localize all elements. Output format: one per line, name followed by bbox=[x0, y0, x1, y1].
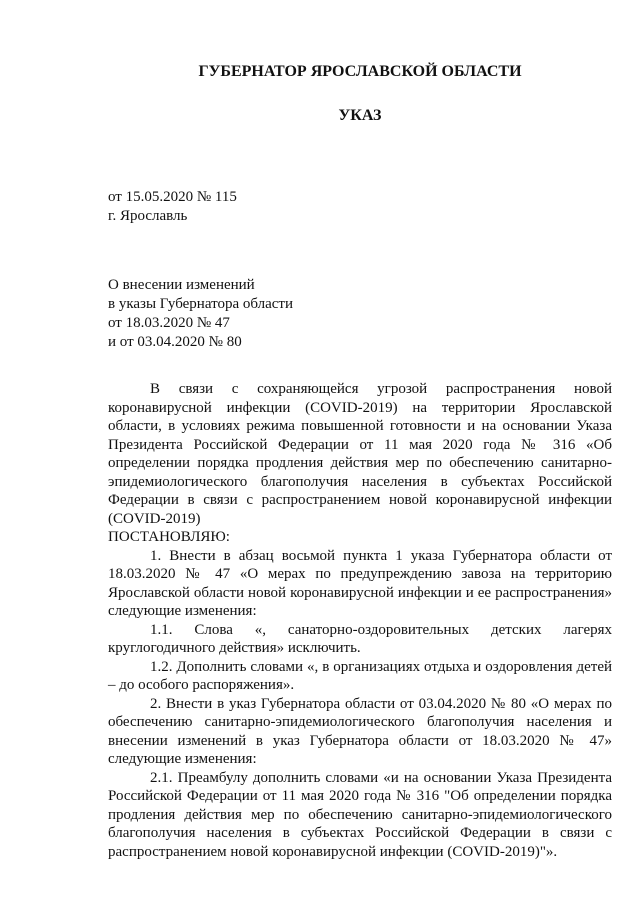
subject-line: О внесении изменений bbox=[108, 277, 255, 293]
document-date-number: от 15.05.2020 № 115 bbox=[108, 189, 237, 205]
clause-1: 1. Внести в абзац восьмой пункта 1 указа Губернатора области от 18.03.2020 № 47 «О мерах по предупреждению завоза на территорию Ярославской области новой коронавирусной инфекции и ее распространения» следующие изменения: bbox=[108, 547, 612, 619]
document-city: г. Ярославль bbox=[108, 208, 188, 224]
subject-line: от 18.03.2020 № 47 bbox=[108, 315, 230, 331]
document-header-title: ГУБЕРНАТОР ЯРОСЛАВСКОЙ ОБЛАСТИ bbox=[198, 63, 522, 80]
document-type-title: УКАЗ bbox=[338, 107, 382, 124]
document-body bbox=[108, 380, 612, 861]
resolve-heading: ПОСТАНОВЛЯЮ: bbox=[108, 529, 230, 545]
clause-1-1: 1.1. Слова «, санаторно-оздоровительных детских лагерях круглогодичного действия» исключить. bbox=[108, 621, 612, 656]
subject-line: и от 03.04.2020 № 80 bbox=[108, 334, 242, 350]
subject-line: в указы Губернатора области bbox=[108, 296, 294, 312]
preamble-paragraph: В связи с сохраняющейся угрозой распространения новой коронавирусной инфекции (COVID-2019) на территории Ярославской области, в условиях режима повышенной готовности и на основании Указа Президента Российской Федерации от 11 мая 2020 года № 316 «Об определении порядка продления действия мер по обеспечению санитарно-эпидемиологического благополучия населения в субъектах Российской Федерации в связи с распространением новой коронавирусной инфекции (COVID-2019) bbox=[108, 381, 612, 527]
clause-2: 2. Внести в указ Губернатора области от 03.04.2020 № 80 «О мерах по обеспечению санитарно-эпидемиологического благополучия населения и внесении изменений в указ Губернатора области от 18.03.2020 № 47» следующие изменения: bbox=[108, 695, 612, 767]
document-subject bbox=[108, 276, 408, 352]
clause-2-1: 2.1. Преамбулу дополнить словами «и на основании Указа Президента Российской Федерации от 11 мая 2020 года № 316 "Об определении порядка продления действия мер по обеспечению санитарно-эпидемиологического благополучия населения в субъектах Российской Федерации в связи с распространением новой коронавирусной инфекции (COVID-2019)"». bbox=[108, 769, 612, 860]
clause-1-2: 1.2. Дополнить словами «, в организациях отдыха и оздоровления детей – до особого распоряжения». bbox=[108, 658, 612, 693]
